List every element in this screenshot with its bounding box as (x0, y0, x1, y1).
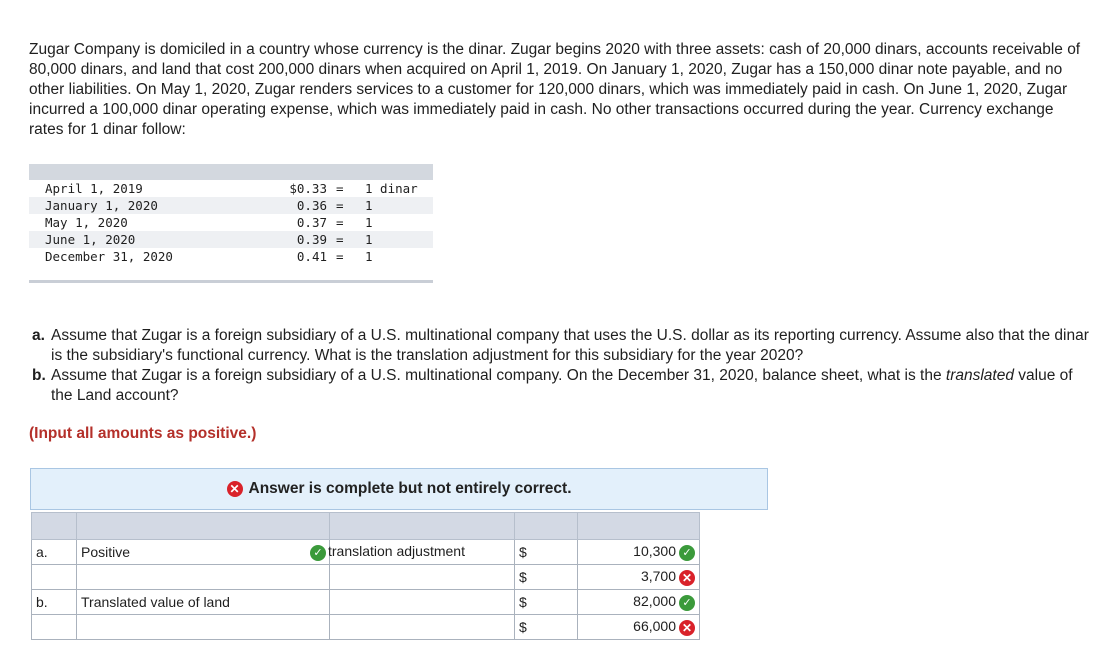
answer-letter: a. (32, 540, 77, 565)
check-icon: ✓ (679, 595, 695, 611)
answer-row (32, 590, 700, 615)
x-circle-icon: ✕ (227, 481, 243, 497)
answer-description-field[interactable] (77, 615, 330, 640)
answer-row (32, 565, 700, 590)
answer-letter (32, 565, 77, 590)
answer-label-field[interactable] (330, 565, 515, 590)
answer-label-field[interactable] (330, 590, 515, 615)
check-icon: ✓ (310, 545, 326, 561)
answer-description-field[interactable] (77, 565, 330, 590)
currency-sign: $ (515, 540, 578, 565)
rate-row: January 1, 2020 0.36 = 1 (29, 197, 433, 214)
currency-sign: $ (515, 590, 578, 615)
answer-description-field[interactable]: Positive (77, 540, 330, 565)
input-note: (Input all amounts as positive.) (29, 425, 257, 442)
answer-row (32, 615, 700, 640)
amount-field[interactable]: 82,000 ✓ (578, 590, 700, 615)
answer-description-field[interactable]: Translated value of land (77, 590, 330, 615)
answer-row (32, 540, 700, 565)
x-circle-icon: ✕ (679, 570, 695, 586)
currency-sign: $ (515, 615, 578, 640)
rate-row: April 1, 2019 $0.33 = 1 dinar (45, 181, 418, 196)
answer-label-field[interactable]: ✓ translation adjustment (330, 540, 515, 565)
answer-table (31, 512, 700, 640)
amount-field[interactable]: 3,700 ✕ (578, 565, 700, 590)
answer-label-field[interactable] (330, 615, 515, 640)
answer-letter (32, 615, 77, 640)
rate-table-header-bar (29, 164, 433, 180)
currency-sign: $ (515, 565, 578, 590)
answer-letter: b. (32, 590, 77, 615)
question-a: a. Assume that Zugar is a foreign subsidiary of a U.S. multinational company that uses the U.S. dollar as its reporting currency. Assume also that the dinar is the subsidiary's functional currency. What is the translation adjustment for this subsidiary for the year 2020? (32, 327, 1089, 364)
problem-intro: Zugar Company is domiciled in a country whose currency is the dinar. Zugar begins 2020 with three assets: cash of 20,000 dinars, accounts receivable of 80,000 dinars, and land that cost 200,000 dinars when acquired on April 1, 2019. On January 1, 2020, Zugar has a 150,000 dinar note payable, and no other liabilities. On May 1, 2020, Zugar renders services to a customer for 120,000 dinars, which was immediately paid in cash. On June 1, 2020, Zugar incurred a 100,000 dinar operating expense, which was immediately paid in cash. No other transactions occurred during the year. Currency exchange rates for 1 dinar follow: (29, 41, 1081, 138)
question-b: b. Assume that Zugar is a foreign subsidiary of a U.S. multinational company. On the December 31, 2020, balance sheet, what is the translated value of the Land account? (32, 367, 1073, 404)
amount-field[interactable]: 66,000 ✕ (578, 615, 700, 640)
rate-row: June 1, 2020 0.39 = 1 (29, 231, 433, 248)
rate-row: December 31, 2020 0.41 = 1 (45, 249, 373, 264)
answer-status-banner: ✕ Answer is complete but not entirely correct. (30, 468, 768, 510)
check-icon: ✓ (679, 545, 695, 561)
questions (32, 326, 1092, 406)
answer-table-header (32, 513, 700, 540)
exchange-rate-table (29, 164, 433, 283)
x-circle-icon: ✕ (679, 620, 695, 636)
rate-row: May 1, 2020 0.37 = 1 (45, 215, 373, 230)
amount-field[interactable]: 10,300 ✓ (578, 540, 700, 565)
